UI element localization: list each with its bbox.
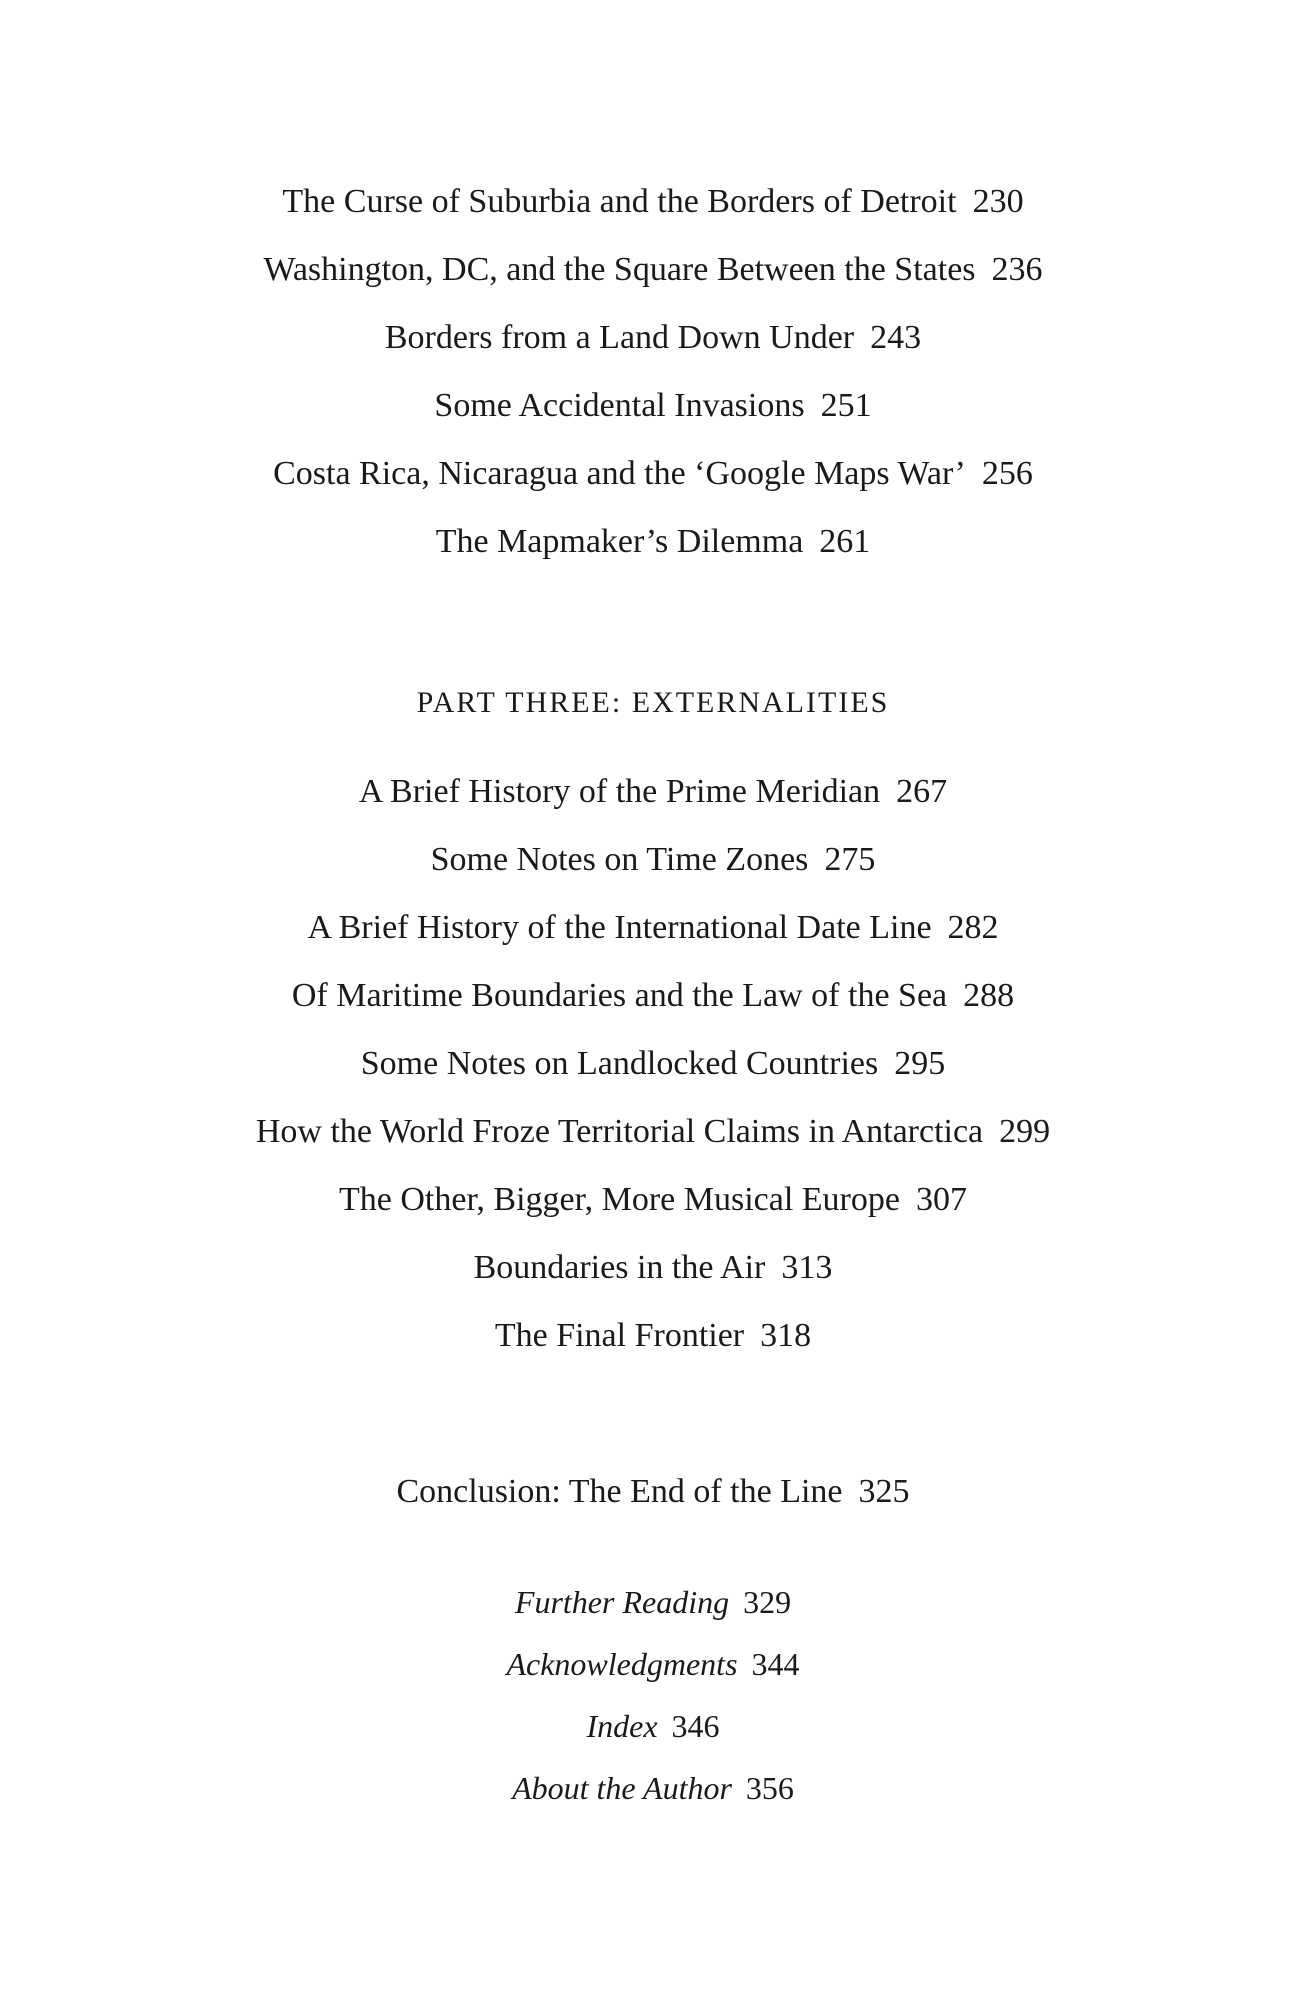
toc-entry-page: 299 (999, 1113, 1051, 1150)
toc-entry-title: Borders from a Land Down Under (384, 319, 855, 356)
toc-entry-title: The Mapmaker’s Dilemma (435, 523, 804, 560)
back-matter-page: 329 (743, 1584, 792, 1620)
back-matter-title: Acknowledgments (506, 1646, 738, 1682)
back-matter-title: Index (586, 1708, 658, 1744)
toc-entry-page: 307 (915, 1181, 967, 1218)
toc-entry-conclusion (0, 1472, 1306, 1512)
toc-entry (0, 454, 1306, 494)
toc-entry-page: 261 (819, 523, 871, 560)
toc-entry-page: 236 (991, 251, 1043, 288)
toc-entry-title: The Other, Bigger, More Musical Europe (339, 1181, 900, 1218)
toc-entry (0, 182, 1306, 222)
toc-entry-title: Some Notes on Time Zones (430, 841, 809, 878)
toc-entry (0, 1180, 1306, 1220)
toc-entry (0, 840, 1306, 880)
toc-entry-page: 275 (824, 841, 876, 878)
toc-entry-page: 256 (981, 455, 1033, 492)
toc-entry-page: 313 (781, 1249, 833, 1286)
back-matter-entry (0, 1768, 1306, 1808)
toc-entry (0, 318, 1306, 358)
toc-entry (0, 1248, 1306, 1288)
toc-entry-title: The Final Frontier (494, 1317, 745, 1354)
toc-entry-title: Of Maritime Boundaries and the Law of the Sea (291, 977, 948, 1014)
toc-entry-page: 325 (858, 1473, 910, 1510)
part-heading: PART THREE: EXTERNALITIES (416, 686, 890, 719)
toc-entry-page: 267 (896, 773, 948, 810)
back-matter-title: About the Author (512, 1770, 732, 1806)
back-matter-entry (0, 1706, 1306, 1746)
back-matter-title: Further Reading (514, 1584, 730, 1620)
toc-entry-page: 230 (972, 183, 1024, 220)
toc-entry-page: 282 (947, 909, 999, 946)
toc-entry (0, 1112, 1306, 1152)
toc-entry (0, 772, 1306, 812)
toc-entry-title: Boundaries in the Air (473, 1249, 766, 1286)
toc-entry-page: 251 (820, 387, 872, 424)
toc-entry (0, 976, 1306, 1016)
toc-entry-title: Conclusion: The End of the Line (396, 1473, 843, 1510)
toc-entry-page: 288 (963, 977, 1015, 1014)
toc-entry-title: Costa Rica, Nicaragua and the ‘Google Maps War’ (273, 455, 966, 492)
toc-entry-page: 243 (870, 319, 922, 356)
back-matter-page: 344 (751, 1646, 800, 1682)
toc-entry-title: Some Accidental Invasions (434, 387, 805, 424)
toc-entry (0, 1316, 1306, 1356)
toc-entry (0, 386, 1306, 426)
toc-entry (0, 522, 1306, 562)
toc-entry-title: The Curse of Suburbia and the Borders of Detroit (282, 183, 957, 220)
toc-entry-page: 295 (894, 1045, 946, 1082)
toc-entry (0, 1044, 1306, 1084)
back-matter-entry (0, 1582, 1306, 1622)
toc-entry-title: Some Notes on Landlocked Countries (360, 1045, 879, 1082)
toc-entry (0, 908, 1306, 948)
toc-entry (0, 250, 1306, 290)
back-matter-page: 356 (745, 1770, 794, 1806)
back-matter-entry (0, 1644, 1306, 1684)
toc-entry-page: 318 (760, 1317, 812, 1354)
toc-entry-title: Washington, DC, and the Square Between the States (263, 251, 976, 288)
toc-entry-title: A Brief History of the Prime Meridian (358, 773, 881, 810)
toc-entry-title: How the World Froze Territorial Claims in Antarctica (255, 1113, 984, 1150)
back-matter-page: 346 (671, 1708, 720, 1744)
toc-entry-title: A Brief History of the International Date Line (307, 909, 932, 946)
